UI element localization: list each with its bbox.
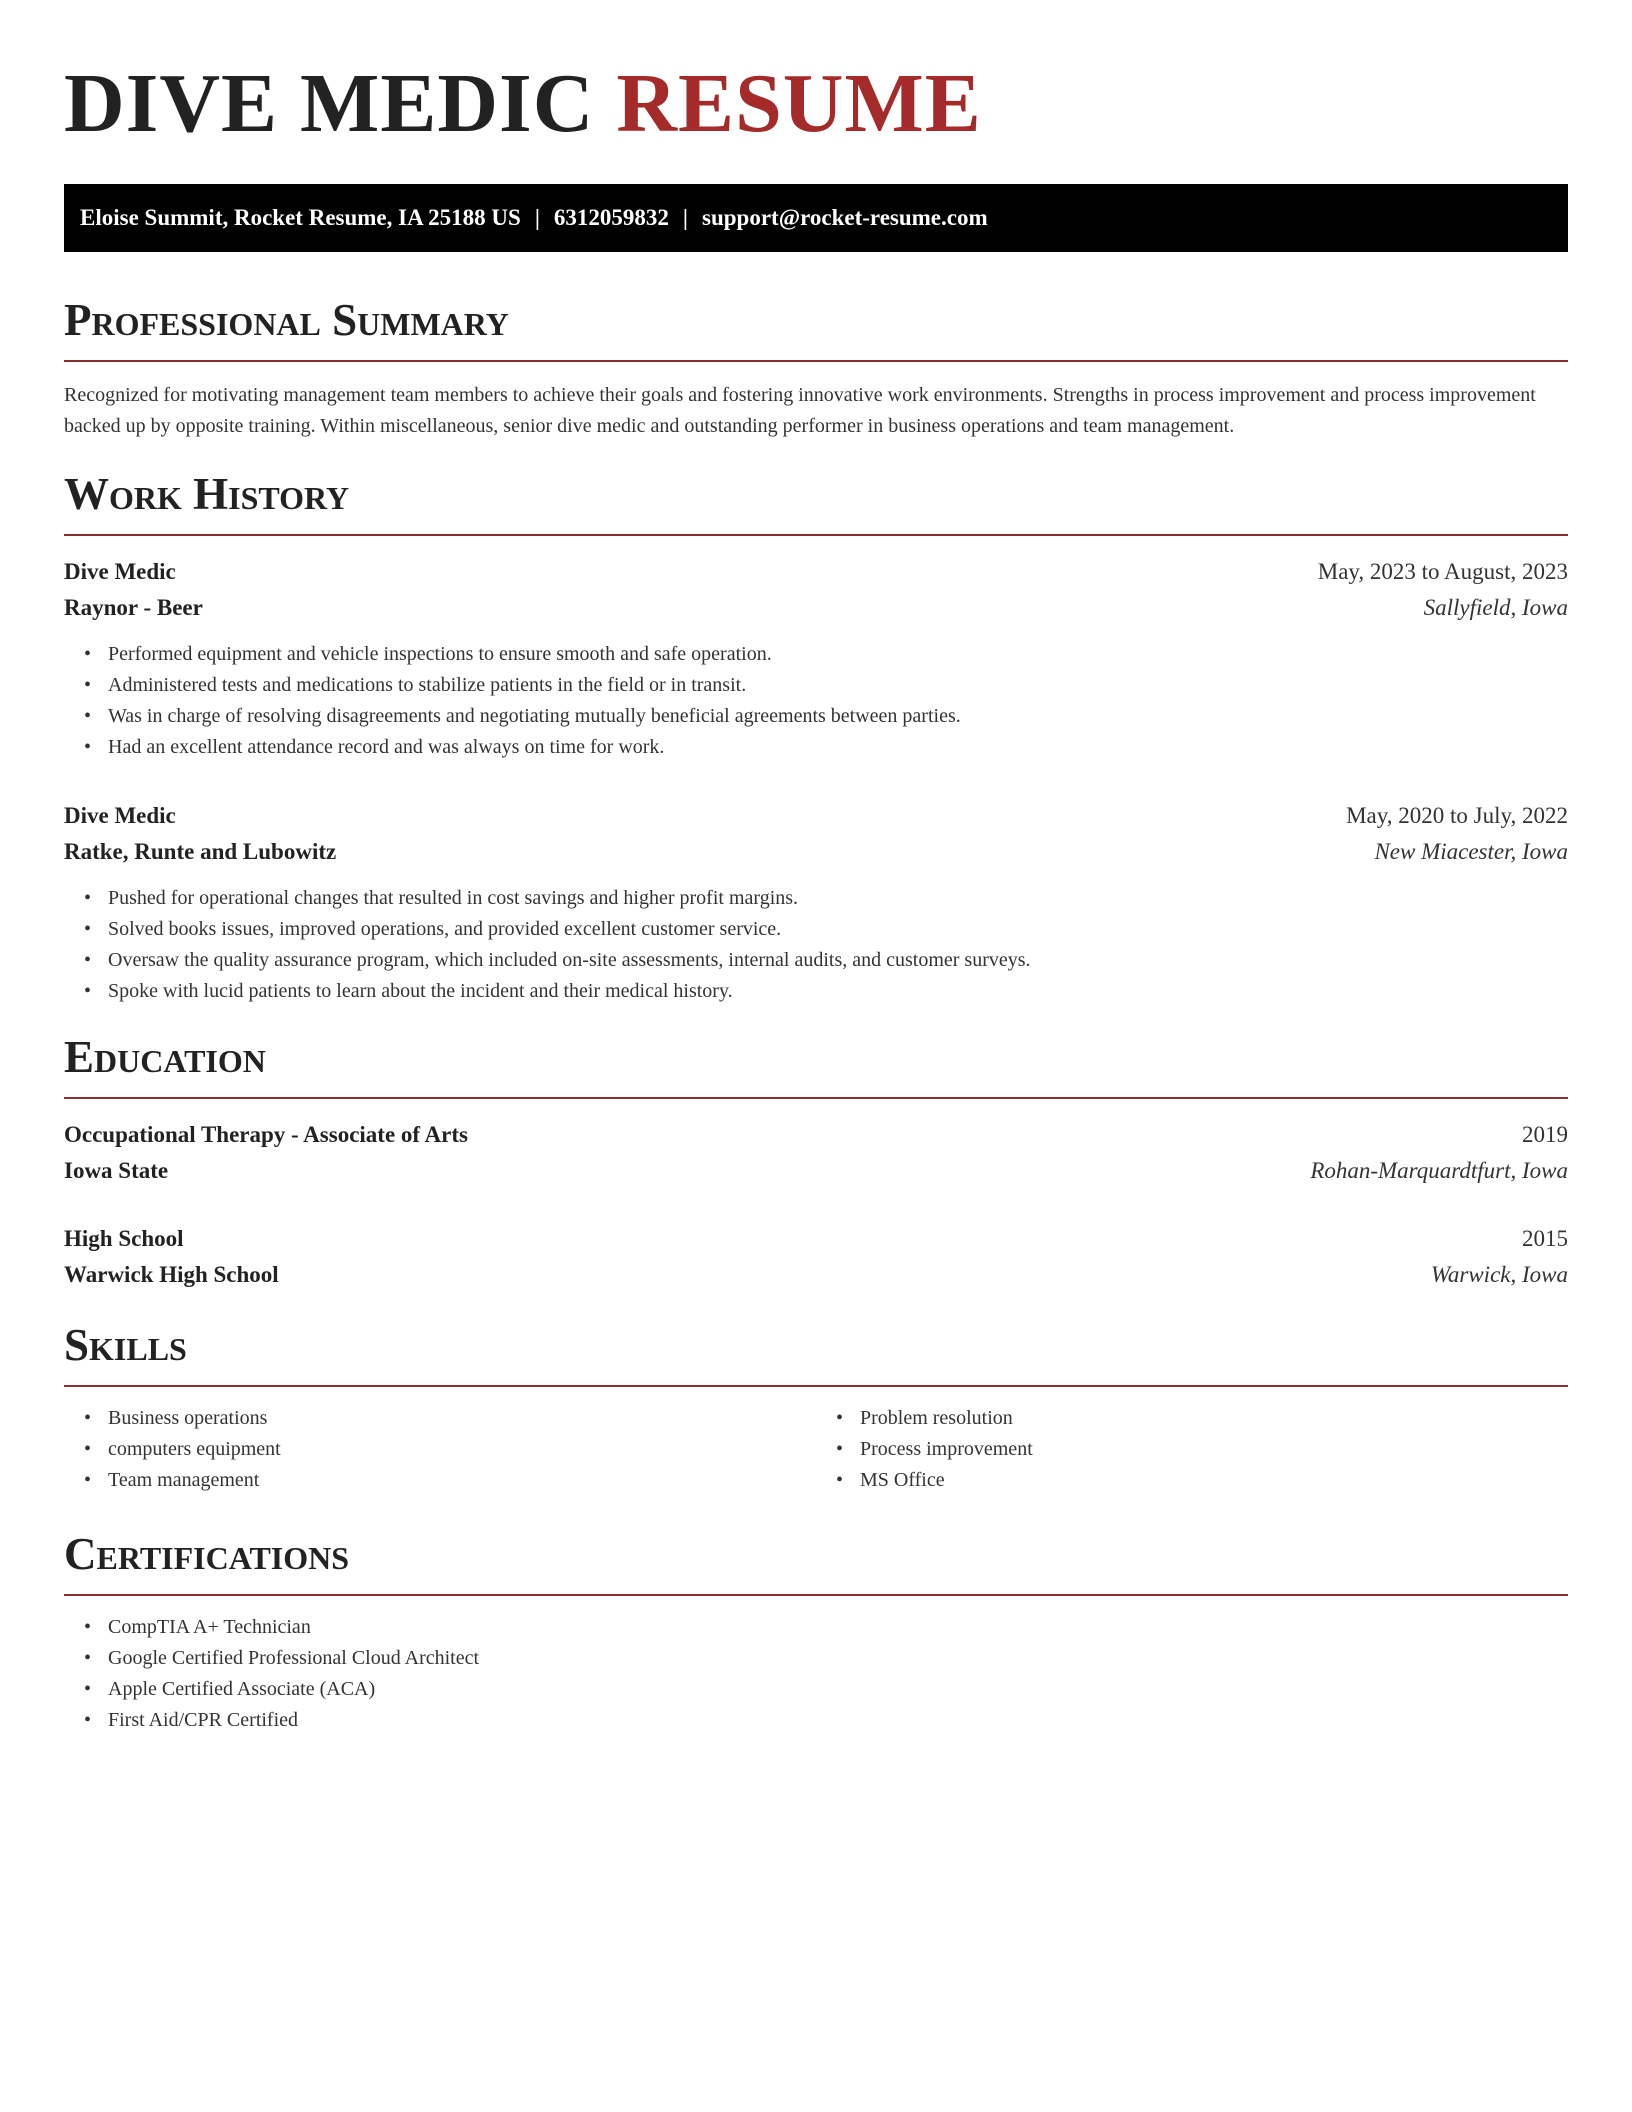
- list-item: [836, 1465, 1568, 1496]
- bullet-icon: •: [836, 1407, 844, 1429]
- job-location: Sallyfield, Iowa: [1423, 595, 1568, 620]
- title-main: DIVE MEDIC: [64, 57, 595, 150]
- bullet-icon: •: [84, 980, 92, 1002]
- bullet-icon: •: [84, 1438, 92, 1460]
- list-item: [84, 732, 1568, 763]
- list-item-text: Had an excellent attendance record and was always on time for work.: [108, 736, 665, 758]
- list-item-text: Administered tests and medications to stabilize patients in the field or in transit.: [108, 674, 747, 696]
- education-degree: Occupational Therapy - Associate of Arts: [64, 1122, 468, 1147]
- job-title: Dive Medic: [64, 803, 176, 828]
- contact-address: Eloise Summit, Rocket Resume, IA 25188 US: [80, 205, 521, 230]
- list-item: [84, 1403, 816, 1434]
- list-item: [84, 1465, 816, 1496]
- job-entry: [64, 798, 1568, 1007]
- contact-separator: |: [682, 205, 688, 230]
- contact-email[interactable]: support@rocket-resume.com: [702, 205, 988, 230]
- section-divider: [64, 1097, 1568, 1099]
- list-item: [836, 1403, 1568, 1434]
- skill-text: Problem resolution: [860, 1407, 1013, 1429]
- certification-text: Google Certified Professional Cloud Architect: [108, 1647, 480, 1669]
- summary-heading: Professional Summary: [64, 295, 509, 345]
- education-degree-row: [64, 1221, 1568, 1257]
- contact-bar: [64, 184, 1568, 252]
- skill-text: Business operations: [108, 1407, 268, 1429]
- bullet-icon: •: [84, 1709, 92, 1731]
- certifications-heading: Certifications: [64, 1529, 350, 1579]
- section-divider: [64, 1594, 1568, 1596]
- summary-section: [64, 292, 1568, 442]
- bullet-icon: •: [84, 918, 92, 940]
- job-title-row: [64, 798, 1568, 834]
- education-school-row: [64, 1257, 1568, 1293]
- bullet-icon: •: [84, 1469, 92, 1491]
- skills-grid: [64, 1403, 1568, 1496]
- resume-title: [64, 0, 1568, 152]
- work-history-heading: Work History: [64, 469, 350, 519]
- bullet-icon: •: [836, 1469, 844, 1491]
- skills-heading: Skills: [64, 1320, 187, 1370]
- certifications-list: [64, 1612, 1568, 1736]
- summary-text: Recognized for motivating management team members to achieve their goals and fostering innovative work environments. Strengths in process improvement and process improvement backed up by opposite training. Within miscellaneous, senior dive medic and outstanding performer in business operations and team management.: [64, 384, 1536, 437]
- bullet-icon: •: [84, 1616, 92, 1638]
- bullet-icon: •: [84, 674, 92, 696]
- education-year: 2019: [1522, 1122, 1568, 1147]
- bullet-icon: •: [84, 1407, 92, 1429]
- contact-separator: |: [534, 205, 540, 230]
- section-divider: [64, 360, 1568, 362]
- education-entry: [64, 1117, 1568, 1189]
- section-divider: [64, 1385, 1568, 1387]
- education-year: 2015: [1522, 1226, 1568, 1251]
- education-location: Warwick, Iowa: [1430, 1262, 1568, 1287]
- title-accent: RESUME: [616, 57, 982, 150]
- certifications-section: [64, 1526, 1568, 1736]
- list-item: [84, 1434, 816, 1465]
- job-company-row: [64, 834, 1568, 870]
- job-title-row: [64, 554, 1568, 590]
- contact-phone[interactable]: 6312059832: [553, 205, 669, 230]
- work-history-section: [64, 466, 1568, 1007]
- education-entry: [64, 1221, 1568, 1293]
- section-divider: [64, 534, 1568, 536]
- list-item-text: Oversaw the quality assurance program, which included on-site assessments, internal audits, and customer surveys.: [108, 949, 1031, 971]
- education-section: [64, 1029, 1568, 1293]
- list-item: [84, 670, 1568, 701]
- bullet-icon: •: [84, 643, 92, 665]
- skills-list-right: [816, 1403, 1568, 1496]
- bullet-icon: •: [84, 705, 92, 727]
- list-item: [84, 914, 1568, 945]
- list-item: [84, 1612, 1568, 1643]
- list-item: [84, 701, 1568, 732]
- job-title: Dive Medic: [64, 559, 176, 584]
- certification-text: Apple Certified Associate (ACA): [108, 1678, 376, 1700]
- skill-text: MS Office: [860, 1469, 945, 1491]
- certification-text: First Aid/CPR Certified: [108, 1709, 299, 1731]
- list-item-text: Pushed for operational changes that resulted in cost savings and higher profit margins.: [108, 887, 799, 909]
- job-duties-list: [64, 639, 1568, 763]
- education-school: Iowa State: [64, 1158, 169, 1183]
- list-item: [836, 1434, 1568, 1465]
- list-item: [84, 1674, 1568, 1705]
- list-item: [84, 883, 1568, 914]
- list-item: [84, 976, 1568, 1007]
- skills-section: [64, 1317, 1568, 1496]
- certification-text: CompTIA A+ Technician: [108, 1616, 311, 1638]
- bullet-icon: •: [84, 887, 92, 909]
- education-location: Rohan-Marquardtfurt, Iowa: [1310, 1158, 1568, 1183]
- list-item-text: Spoke with lucid patients to learn about the incident and their medical history.: [108, 980, 733, 1002]
- job-location: New Miacester, Iowa: [1374, 839, 1568, 864]
- bullet-icon: •: [84, 1647, 92, 1669]
- list-item: [84, 1643, 1568, 1674]
- education-degree-row: [64, 1117, 1568, 1153]
- skill-text: Team management: [108, 1469, 260, 1491]
- job-entry: [64, 554, 1568, 763]
- education-degree: High School: [64, 1226, 184, 1251]
- skill-text: computers equipment: [108, 1438, 281, 1460]
- job-company: Ratke, Runte and Lubowitz: [64, 839, 337, 864]
- list-item: [84, 1705, 1568, 1736]
- education-school-row: [64, 1153, 1568, 1189]
- job-dates: May, 2023 to August, 2023: [1317, 559, 1568, 584]
- skills-list-left: [64, 1403, 816, 1496]
- bullet-icon: •: [84, 1678, 92, 1700]
- bullet-icon: •: [84, 949, 92, 971]
- list-item-text: Was in charge of resolving disagreements and negotiating mutually beneficial agreements between parties.: [108, 705, 961, 727]
- job-dates: May, 2020 to July, 2022: [1346, 803, 1568, 828]
- skill-text: Process improvement: [860, 1438, 1033, 1460]
- list-item: [84, 639, 1568, 670]
- list-item-text: Solved books issues, improved operations, and provided excellent customer service.: [108, 918, 782, 940]
- education-school: Warwick High School: [64, 1262, 279, 1287]
- job-duties-list: [64, 883, 1568, 1007]
- bullet-icon: •: [836, 1438, 844, 1460]
- job-company-row: [64, 590, 1568, 626]
- list-item-text: Performed equipment and vehicle inspections to ensure smooth and safe operation.: [108, 643, 772, 665]
- education-heading: Education: [64, 1032, 266, 1082]
- job-company: Raynor - Beer: [64, 595, 203, 620]
- bullet-icon: •: [84, 736, 92, 758]
- list-item: [84, 945, 1568, 976]
